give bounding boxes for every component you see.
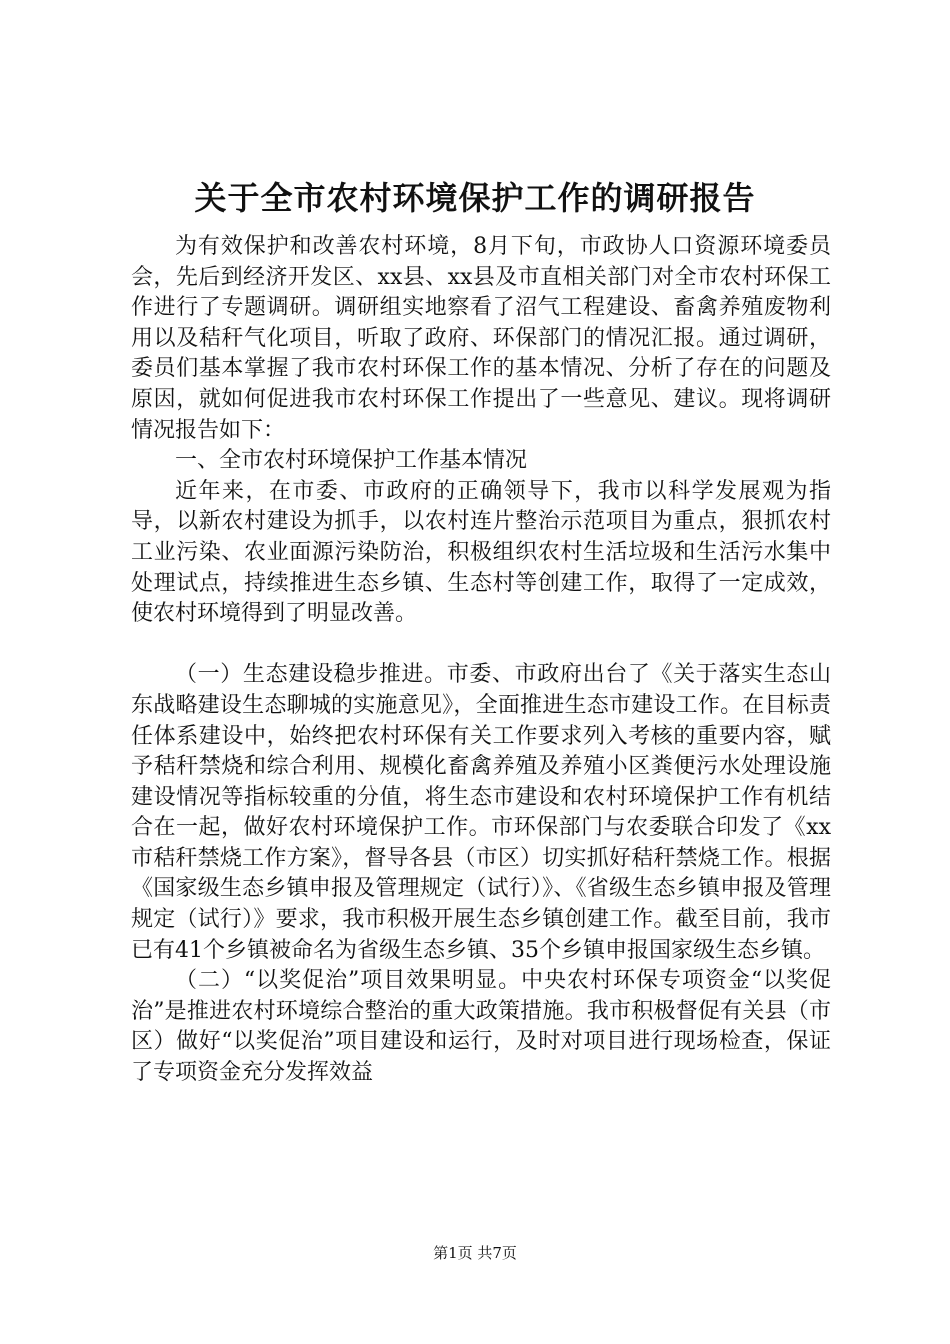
document-body (131, 232, 831, 1089)
intro-paragraph: 为有效保护和改善农村环境，8月下旬，市政协人口资源环境委员会，先后到经济开发区、xx县、xx县及市直相关部门对全市农村环保工作进行了专题调研。调研组实地察看了沼气工程建设、畜禽养殖废物利用以及秸秆气化项目，听取了政府、环保部门的情况汇报。通过调研，委员们基本掌握了我市农村环保工作的基本情况、分析了存在的问题及原因，就如何促进我市农村环保工作提出了一些意见、建议。现将调研情况报告如下： (131, 234, 831, 443)
paragraph-gap (131, 630, 831, 661)
overview-paragraph: 近年来，在市委、市政府的正确领导下，我市以科学发展观为指导，以新农村建设为抓手，以农村连片整治示范项目为重点，狠抓农村工业污染、农业面源污染防治，积极组织农村生活垃圾和生活污水集中处理试点，持续推进生态乡镇、生态村等创建工作，取得了一定成效，使农村环境得到了明显改善。 (131, 478, 831, 627)
section-heading: 一、全市农村环境保护工作基本情况 (175, 448, 528, 474)
page-footer: 第1页 共7页 (433, 1244, 517, 1262)
subsection-1-paragraph: （一）生态建设稳步推进。市委、市政府出台了《关于落实生态山东战略建设生态聊城的实施意见》，全面推进生态市建设工作。在目标责任体系建设中，始终把农村环保有关工作要求列入考核的重要内容，赋予秸秆禁烧和综合利用、规模化畜禽养殖及养殖小区粪便污水处理设施建设情况等指标较重的分值，将生态市建设和农村环境保护工作有机结合在一起，做好农村环境保护工作。市环保部门与农委联合印发了《xx市秸秆禁烧工作方案》，督导各县（市区）切实抓好秸秆禁烧工作。根据《国家级生态乡镇申报及管理规定（试行）》、《省级生态乡镇申报及管理规定（试行）》要求，我市积极开展生态乡镇创建工作。截至目前，我市已有41个乡镇被命名为省级生态乡镇、35个乡镇申报国家级生态乡镇。 (131, 662, 831, 963)
subsection-2-paragraph: （二）“以奖促治”项目效果明显。中央农村环保专项资金“以奖促治”是推进农村环境综合整治的重大政策措施。我市积极督促有关县（市区）做好“以奖促治”项目建设和运行，及时对项目进行现场检查，保证了专项资金充分发挥效益 (131, 968, 831, 1086)
document-title: 关于全市农村环境保护工作的调研报告 (194, 179, 756, 217)
